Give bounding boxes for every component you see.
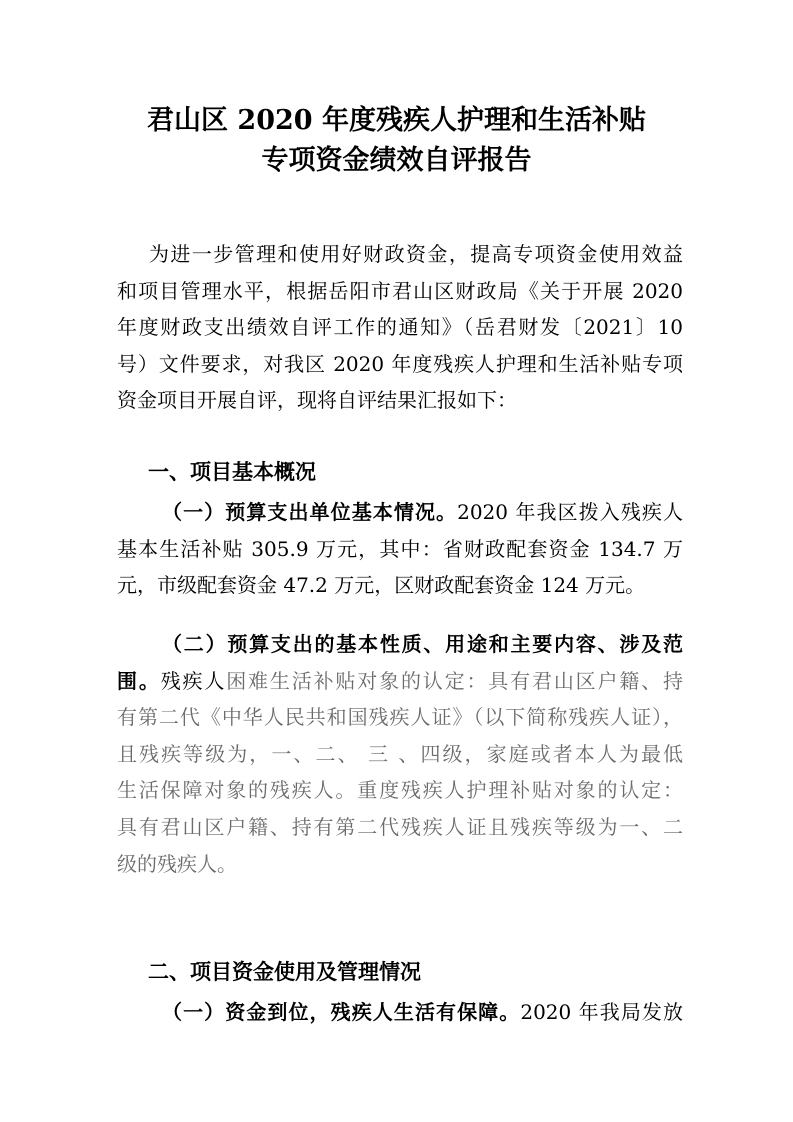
section-1-sub-2-line: 有第二代《中华人民共和国残疾人证》（以下简称残疾人证）， bbox=[117, 705, 683, 730]
section-1-heading: 一、项目基本概况 bbox=[148, 460, 316, 484]
intro-line: 年度财政支出绩效自评工作的通知》（岳君财发〔2021〕10 bbox=[117, 315, 683, 340]
intro-line: 号）文件要求，对我区 2020 年度残疾人护理和生活补贴专项 bbox=[117, 351, 683, 376]
section-1-sub-2-line-2-black: 残疾人 bbox=[160, 668, 227, 693]
section-2-sub-1-label: （一）资金到位，残疾人生活有保障。 bbox=[162, 1000, 521, 1024]
section-1-sub-2-line: 且残疾等级为，一、二、 三 、四级，家庭或者本人为最低 bbox=[117, 741, 683, 766]
section-1-sub-1-line: 元，市级配套资金 47.2 万元，区财政配套资金 124 万元。 bbox=[117, 573, 646, 598]
section-1-sub-1-label: （一）预算支出单位基本情况。 bbox=[162, 500, 458, 524]
section-2-heading: 二、项目资金使用及管理情况 bbox=[148, 960, 421, 984]
intro-line: 资金项目开展自评，现将自评结果汇报如下： bbox=[117, 388, 517, 413]
intro-paragraph bbox=[117, 236, 683, 419]
section-1-sub-2-line-2 bbox=[117, 663, 683, 700]
report-title-line-1: 君山区 2020 年度残疾人护理和生活补贴 bbox=[147, 105, 646, 136]
section-1-sub-1-paragraph bbox=[117, 494, 683, 604]
intro-line: 和项目管理水平，根据岳阳市君山区财政局《关于开展 2020 bbox=[117, 278, 683, 303]
section-1-sub-2-line-2-gray: 困难生活补贴对象的认定：具有君山区户籍、持 bbox=[226, 668, 684, 693]
section-2-sub-1-first-line-text: 2020 年我局发放 bbox=[520, 1000, 683, 1024]
section-2-sub-1-paragraph bbox=[117, 994, 683, 1031]
section-1-sub-2-paragraph bbox=[117, 626, 683, 882]
section-1-sub-1-line: 基本生活补贴 305.9 万元，其中：省财政配套资金 134.7 万 bbox=[117, 536, 683, 561]
section-1-sub-1-first-line bbox=[117, 494, 683, 531]
intro-line: 为进一步管理和使用好财政资金，提高专项资金使用效益 bbox=[149, 242, 683, 266]
section-2-sub-1-first-line bbox=[117, 994, 683, 1031]
section-1-sub-2-label-line-1: （二）预算支出的基本性质、用途和主要内容、涉及范 bbox=[162, 632, 683, 656]
section-1-sub-2-line: 具有君山区户籍、持有第二代残疾人证且残疾等级为一、二 bbox=[117, 814, 683, 839]
section-1-sub-2-label-line-2: 围。 bbox=[117, 668, 161, 693]
section-1-sub-1-first-line-text: 2020 年我区拨入残疾人 bbox=[457, 500, 683, 524]
report-title-line-2: 专项资金绩效自评报告 bbox=[261, 145, 532, 176]
section-1-sub-2-line: 生活保障对象的残疾人。重度残疾人护理补贴对象的认定： bbox=[117, 778, 683, 803]
section-1-sub-2-line: 级的残疾人。 bbox=[117, 851, 237, 876]
